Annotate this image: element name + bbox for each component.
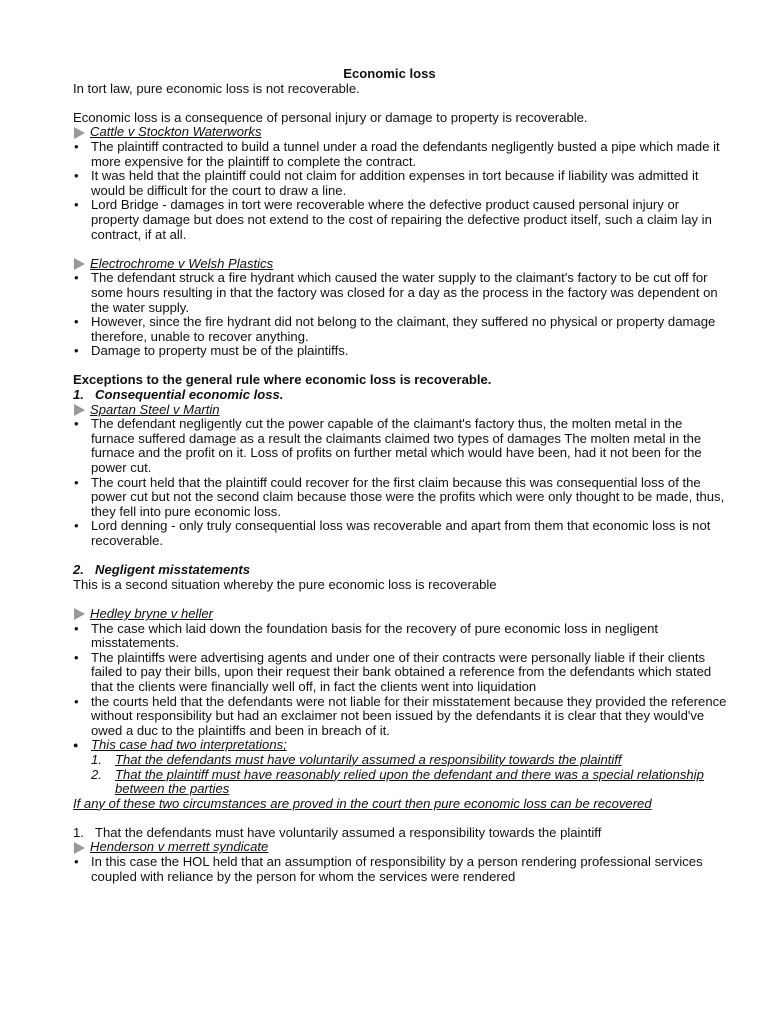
case-heading-hedley	[73, 607, 728, 622]
page-title: Economic loss	[343, 66, 436, 81]
intro-line-1: In tort law, pure economic loss is not recoverable.	[73, 80, 360, 96]
list-item: • It was held that the plaintiff could not claim for addition expenses in tort because if liability was admitted it would be difficult for the court to draw a line.	[73, 169, 728, 198]
list-item: • The case which laid down the foundation basis for the recovery of pure economic loss in negligent misstatements.	[73, 622, 728, 651]
case-points-hedley	[73, 622, 728, 739]
item-text: That the defendants must have voluntarily assumed a responsibility towards the plaintiff	[115, 751, 622, 767]
section-intro: This is a second situation whereby the pure economic loss is recoverable	[73, 576, 497, 592]
interpretations-list	[73, 738, 728, 753]
triangle-bullet-icon	[74, 127, 85, 139]
case-heading-henderson	[73, 840, 728, 855]
case-heading-cattle	[73, 125, 728, 140]
list-item: • The court held that the plaintiff could recover for the first claim because this was consequential loss of the power cut but not the second claim because those were the profits which were only thought to be made, thus, they fell into pure economic loss.	[73, 476, 728, 520]
case-points-henderson	[73, 855, 728, 884]
interpretations-label: ● This case had two interpretations;	[73, 738, 728, 753]
point-heading-1	[73, 826, 728, 841]
triangle-bullet-icon	[74, 258, 85, 270]
case-name: Hedley bryne v heller	[90, 605, 213, 621]
intro-line-2: Economic loss is a consequence of personal injury or damage to property is recoverable.	[73, 109, 588, 125]
list-item: • The plaintiff contracted to build a tunnel under a road the defendants negligently busted a pipe which made it more expensive for the plaintiff to complete the contract.	[73, 140, 728, 169]
case-points-spartan	[73, 417, 728, 548]
point-text: That the defendants must have voluntarily assumed a responsibility towards the plaintiff	[95, 824, 602, 840]
list-item: • However, since the fire hydrant did not belong to the claimant, they suffered no physical or property damage therefore, unable to recover anything.	[73, 315, 728, 344]
interpretations-items	[73, 753, 728, 797]
triangle-bullet-icon	[74, 608, 85, 620]
list-item: • the courts held that the defendants were not liable for their misstatement because they provided the reference without responsibility but had an exclaimer not been issued by the defendants it is clear that they would've owed a duc to the plaintiffs and been in breach of it.	[73, 695, 728, 739]
case-name: Cattle v Stockton Waterworks	[90, 124, 262, 140]
list-item: • Damage to property must be of the plaintiffs.	[73, 344, 728, 359]
list-item: • Lord denning - only truly consequential loss was recoverable and apart from them that economic loss is not recoverable.	[73, 519, 728, 548]
list-item: • The plaintiffs were advertising agents and under one of their contracts were personally liable if their clients failed to pay their bills, upon their request their bank obtained a reference from the defendants which stated that the clients were financially well off, in fact the clients went into liquidation	[73, 651, 728, 695]
case-name: Henderson v merrett syndicate	[90, 839, 269, 855]
list-item: • The defendant negligently cut the power capable of the claimant's factory thus, the molten metal in the furnace suffered damage as a result the claimants claimed two types of damages The molten metal in the furnace and the profit on it. Loss of profits on further metal which would have been, had it not been for the power cut.	[73, 417, 728, 475]
case-heading-spartan	[73, 403, 728, 418]
case-points-electrochrome	[73, 271, 728, 359]
exceptions-heading: Exceptions to the general rule where economic loss is recoverable.	[73, 372, 492, 388]
list-item	[91, 753, 728, 768]
list-item: • Lord Bridge - damages in tort were recoverable where the defective product caused personal injury or property damage but does not extend to the cost of repairing the defective product itself, such a claim lay in contract, if at all.	[73, 198, 728, 242]
case-heading-electrochrome	[73, 257, 728, 272]
section-label: Consequential economic loss.	[95, 387, 284, 403]
case-name: Spartan Steel v Martin	[90, 401, 220, 417]
section-number: 1.	[73, 387, 84, 403]
section-heading-2	[73, 563, 728, 578]
triangle-bullet-icon	[74, 404, 85, 416]
item-number: 1.	[91, 751, 102, 767]
if-proved-note: If any of these two circumstances are proved in the court then pure economic loss can be recovered	[73, 795, 652, 811]
section-heading-1	[73, 388, 728, 403]
list-item: • The defendant struck a fire hydrant which caused the water supply to the claimant's factory to be cut off for some hours resulting in that the factory was closed for a day as the process in the factory was dependent on the water supply.	[73, 271, 728, 315]
case-points-cattle	[73, 140, 728, 242]
item-text: That the plaintiff must have reasonably relied upon the defendant and there was a special relationship between the parties	[115, 766, 704, 797]
triangle-bullet-icon	[74, 842, 85, 854]
case-name: Electrochrome v Welsh Plastics	[90, 255, 274, 271]
point-number: 1.	[73, 824, 84, 840]
section-number: 2.	[73, 562, 84, 578]
list-item: • In this case the HOL held that an assumption of responsibility by a person rendering professional services coupled with reliance by the person for whom the services were rendered	[73, 855, 728, 884]
list-item	[91, 768, 728, 797]
item-number: 2.	[91, 766, 102, 782]
section-label: Negligent misstatements	[95, 562, 250, 578]
